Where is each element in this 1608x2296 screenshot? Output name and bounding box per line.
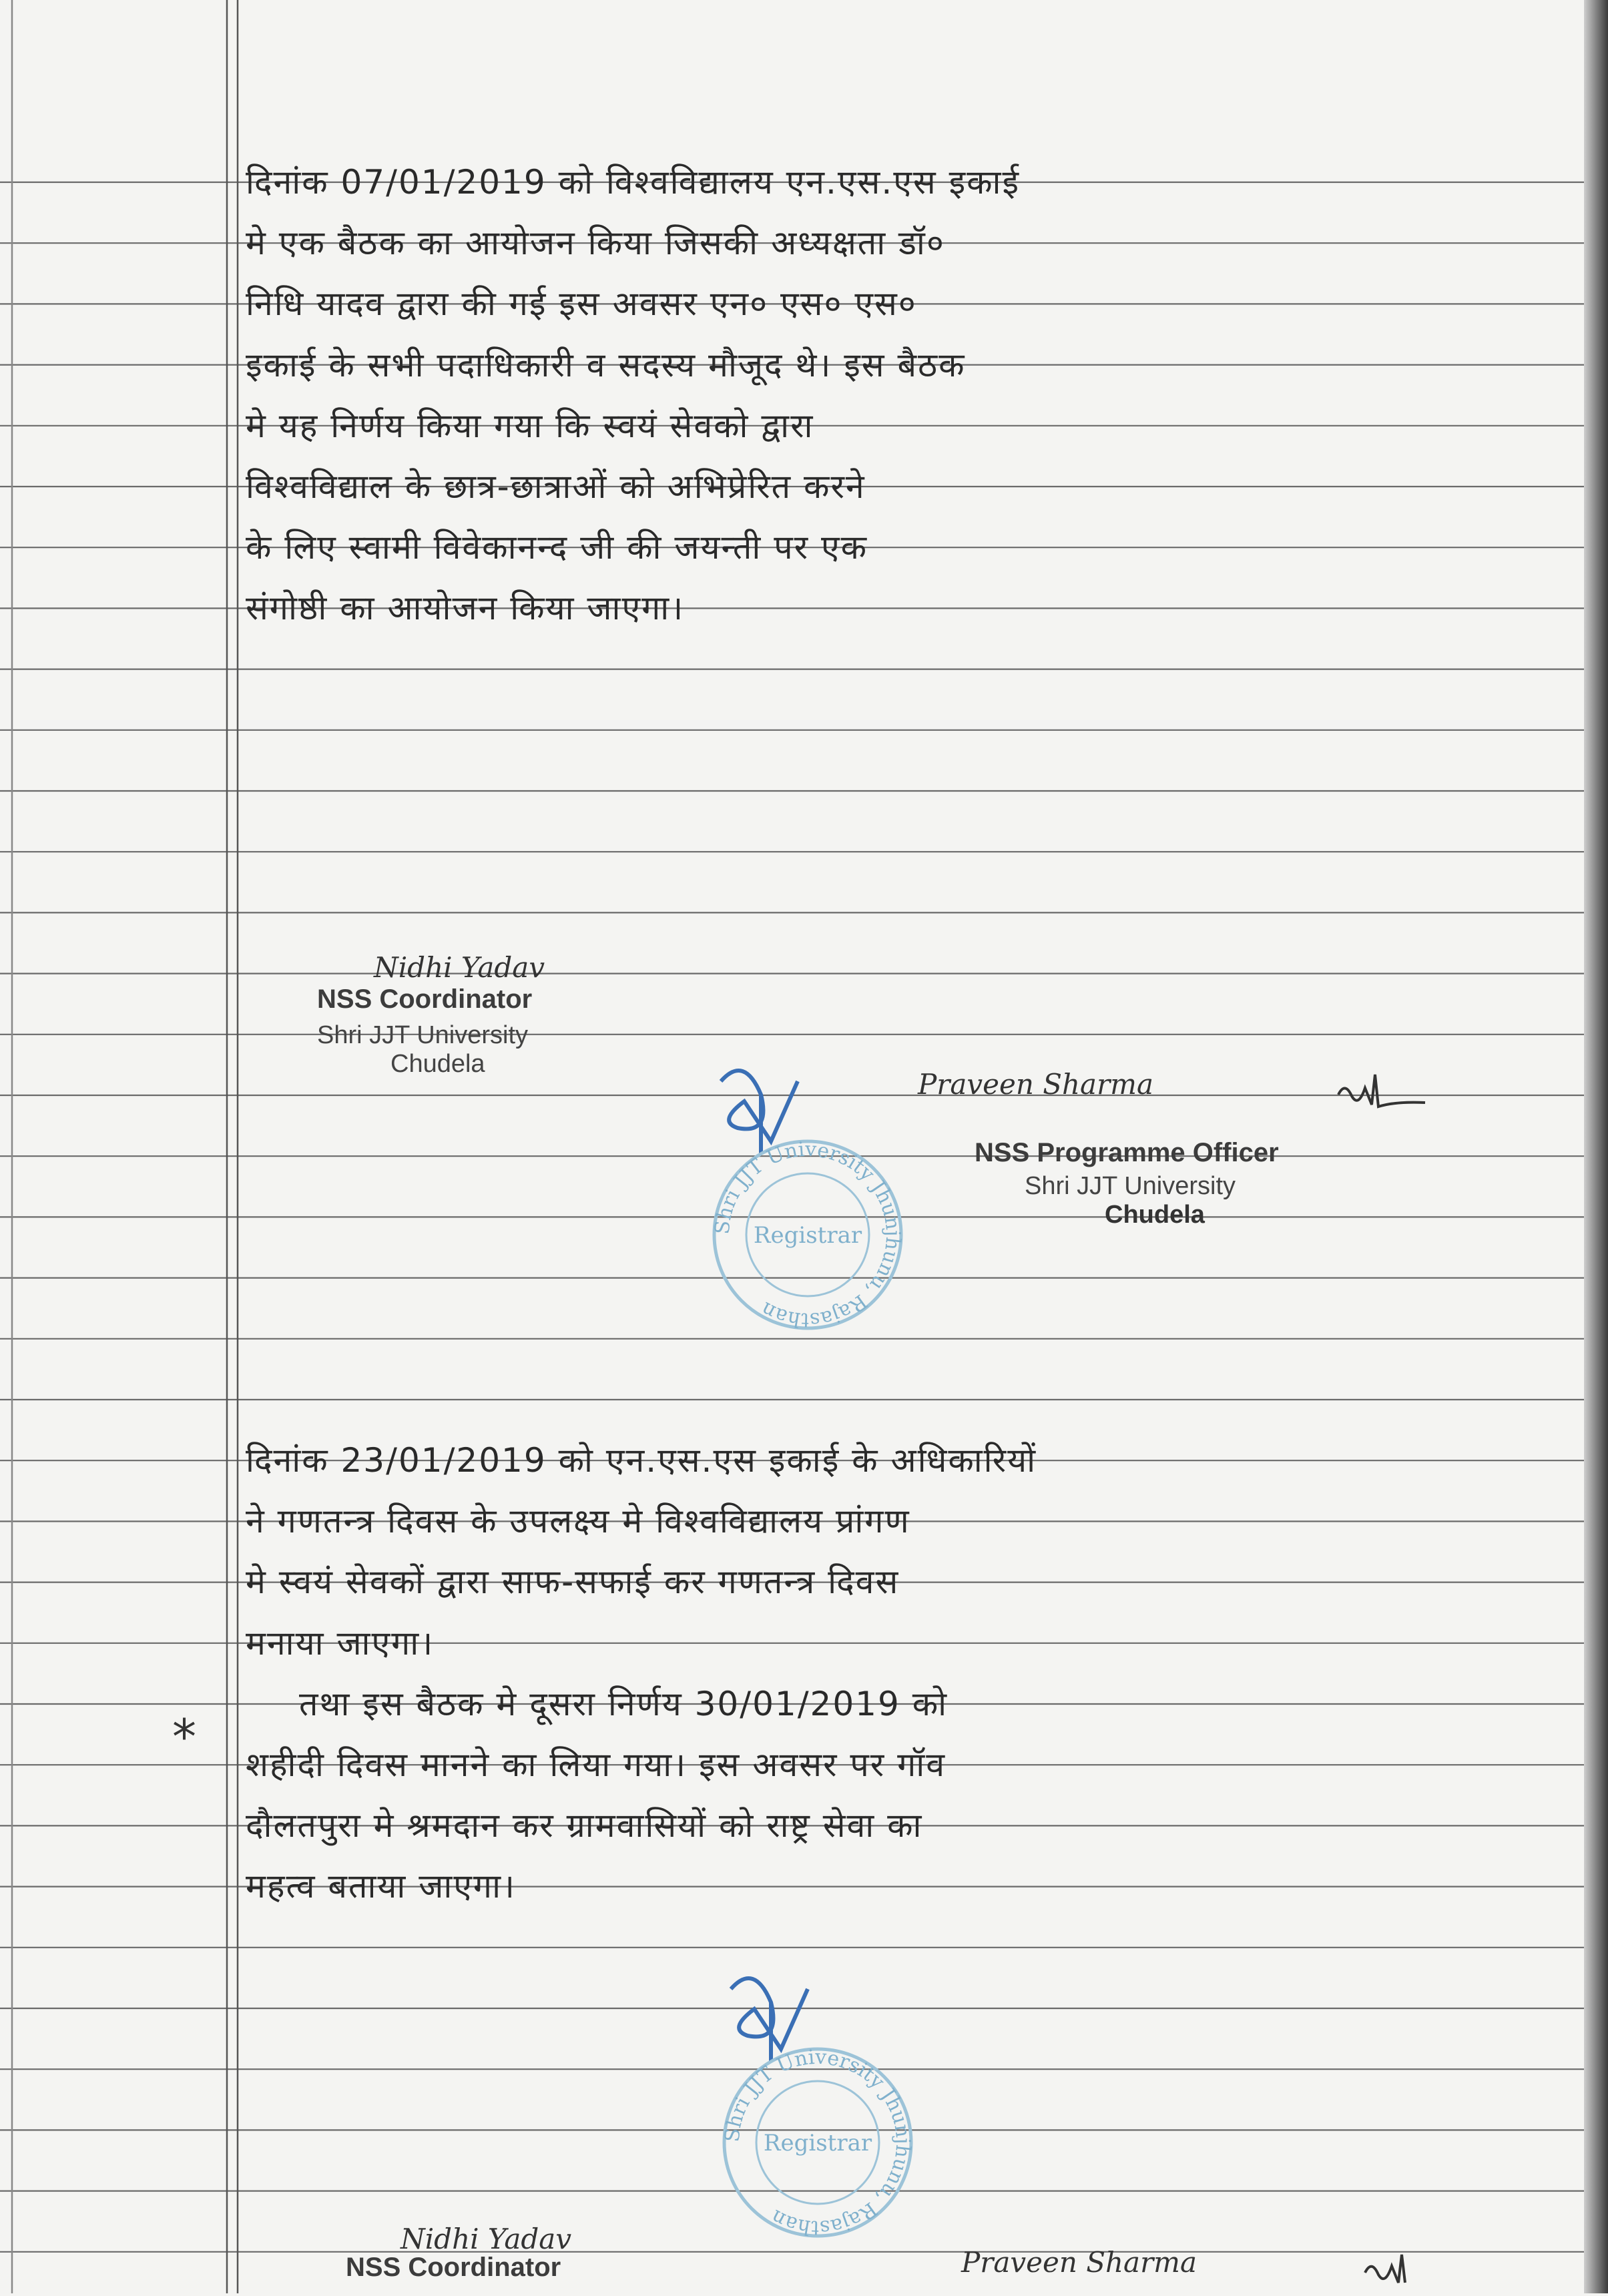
handwritten-line: मे एक बैठक का आयोजन किया जिसकी अध्यक्षता डॉ० — [246, 224, 945, 263]
coordinator-stamp — [317, 984, 532, 1079]
handwritten-line: विश्वविद्याल के छात्र-छात्राओं को अभिप्रेरित करने — [246, 467, 866, 506]
coordinator-signature-2: Nidhi Yadav — [400, 2223, 572, 2255]
handwritten-line: दिनांक 07/01/2019 को विश्वविद्यालय एन.एस.एस इकाई — [246, 163, 1021, 202]
officer-stamp — [975, 1138, 1279, 1229]
handwritten-line: मनाया जाएगा। — [246, 1623, 435, 1663]
handwritten-line: शहीदी दिवस मानने का लिया गया। इस अवसर पर गॉव — [246, 1745, 947, 1784]
asterisk-mark: * — [172, 1709, 196, 1765]
seal-1-inner-text: Registrar — [753, 1222, 862, 1249]
seal-2-outer-text: Shri JJT University Jhunjhunu, Rajasthan — [720, 2045, 915, 2240]
officer-initials-2-icon — [1362, 2249, 1435, 2296]
officer-stamp-university: Shri JJT University — [1025, 1172, 1236, 1200]
registrar-seal-1 — [698, 1055, 911, 1338]
handwritten-line: मे यह निर्णय किया गया कि स्वयं सेवको द्वारा — [246, 406, 814, 445]
handwritten-line: निधि यादव द्वारा की गई इस अवसर एन० एस० एस० — [246, 284, 917, 324]
handwritten-line: दिनांक 23/01/2019 को एन.एस.एस इकाई के अधिकारियों — [246, 1441, 1037, 1480]
handwritten-line: दौलतपुरा मे श्रमदान कर ग्रामवासियों को राष्ट्र सेवा का — [246, 1806, 923, 1845]
officer-initials-icon — [1335, 1068, 1428, 1121]
registrar-seal-2 — [708, 1962, 921, 2245]
officer-signature-2: Praveen Sharma — [961, 2246, 1197, 2279]
seal-1-outer-text: Shri JJT University Jhunjhunu, Rajasthan — [710, 1137, 905, 1332]
coordinator-stamp-university: Shri JJT University — [317, 1021, 529, 1049]
officer-stamp-title: NSS Programme Officer — [975, 1138, 1279, 1167]
officer-stamp-place: Chudela — [1105, 1201, 1205, 1229]
handwritten-line: तथा इस बैठक मे दूसरा निर्णय 30/01/2019 को — [299, 1684, 949, 1723]
coordinator-stamp-2 — [346, 2253, 561, 2283]
coordinator-signature: Nidhi Yadav — [374, 951, 545, 984]
seal-2-inner-text: Registrar — [763, 2130, 872, 2157]
officer-signature: Praveen Sharma — [918, 1068, 1154, 1101]
handwritten-line: महत्व बताया जाएगा। — [246, 1867, 516, 1906]
handwritten-line: संगोष्ठी का आयोजन किया जाएगा। — [246, 589, 685, 628]
coordinator-stamp-title: NSS Coordinator — [317, 984, 533, 1014]
handwritten-line: मे स्वयं सेवकों द्वारा साफ-सफाई कर गणतन्त्र दिवस — [246, 1562, 900, 1602]
handwritten-line: के लिए स्वामी विवेकानन्द जी की जयन्ती पर एक — [246, 528, 868, 567]
handwritten-line: इकाई के सभी पदाधिकारी व सदस्य मौजूद थे। इस बैठक — [246, 345, 966, 384]
coordinator-stamp-place: Chudela — [390, 1050, 485, 1078]
coordinator-stamp-2-title: NSS Coordinator — [346, 2253, 561, 2282]
handwritten-line: ने गणतन्त्र दिवस के उपलक्ष्य मे विश्वविद्यालय प्रांगण — [246, 1502, 910, 1541]
